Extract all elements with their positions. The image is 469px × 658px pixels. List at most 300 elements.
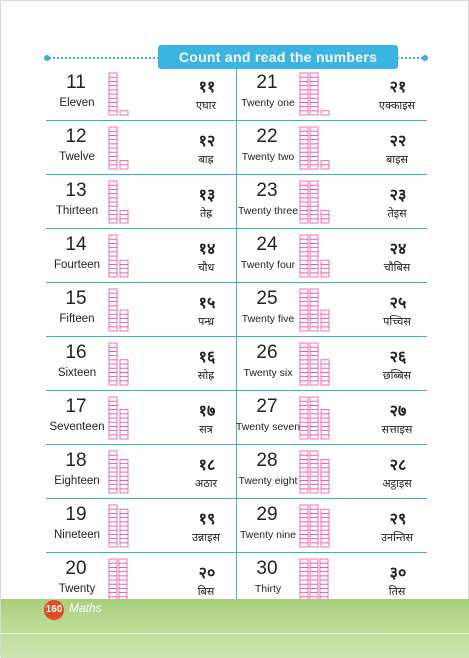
one-unit-cube — [120, 414, 128, 418]
numeral: 13 — [65, 180, 87, 201]
ten-rod-cell — [300, 368, 308, 372]
ten-rod-cell — [109, 377, 117, 381]
ten-rod-cell — [310, 273, 318, 277]
ten-rod-cell — [310, 156, 318, 160]
ten-rod-cell — [310, 368, 318, 372]
ten-rod-cell — [310, 455, 318, 459]
ten-rod-cell — [300, 235, 308, 239]
ten-rod-cell — [109, 302, 117, 306]
number-row — [46, 445, 236, 499]
ten-rod-cell — [320, 588, 328, 592]
one-unit-cube — [321, 215, 329, 219]
ten-rod-cell — [310, 435, 318, 439]
number-word-english: Twenty seven — [235, 421, 301, 433]
number-row — [46, 67, 236, 121]
number-word-english: Sixteen — [57, 367, 97, 379]
base-ten-blocks — [299, 342, 359, 386]
ten-rod-cell — [300, 472, 308, 476]
one-unit-cube — [120, 364, 128, 368]
number-word-nepali: तेह्र — [199, 208, 213, 220]
ten-rod-cell — [300, 77, 308, 81]
numeral: 29 — [256, 504, 278, 525]
ten-rod-cell — [310, 543, 318, 547]
number-word-english: Twenty three — [237, 205, 299, 217]
number-word-nepali: बाइस — [386, 154, 408, 166]
numeral: 21 — [256, 72, 278, 93]
ten-rod-cell — [310, 127, 318, 131]
one-unit-cube — [120, 161, 128, 165]
blocks-illustration — [299, 126, 359, 170]
ten-rod-cell — [119, 588, 127, 592]
ten-rod-cell — [109, 107, 117, 111]
ten-rod-cell — [310, 356, 318, 360]
ten-rod-cell — [109, 464, 117, 468]
ten-rod-cell — [310, 576, 318, 580]
blocks-illustration — [108, 180, 168, 224]
number-word-nepali: तिस — [388, 586, 406, 598]
one-unit-cube — [120, 323, 128, 327]
number-row — [46, 229, 236, 283]
numeral-devanagari: २५ — [389, 295, 407, 312]
ten-rod-cell — [109, 144, 117, 148]
ten-rod-cell — [109, 327, 117, 331]
ten-rod-cell — [109, 243, 117, 247]
ten-rod-cell — [310, 140, 318, 144]
blocks-illustration — [299, 396, 359, 440]
ten-rod-cell — [310, 248, 318, 252]
ten-rod-cell — [300, 189, 308, 193]
ten-rod-cell — [300, 505, 308, 509]
ten-rod-cell — [310, 480, 318, 484]
ten-rod-cell — [109, 505, 117, 509]
one-unit-cube — [120, 327, 128, 331]
ten-rod-cell — [300, 314, 308, 318]
ten-rod-cell — [310, 459, 318, 463]
ten-rod-cell — [109, 273, 117, 277]
ten-rod-cell — [109, 518, 117, 522]
ten-rod-cell — [109, 323, 117, 327]
ten-rod-cell — [300, 202, 308, 206]
ten-rod-cell — [310, 567, 318, 571]
ten-rod-cell — [310, 559, 318, 563]
ten-rod-cell — [310, 418, 318, 422]
ten-rod-cell — [109, 181, 117, 185]
one-unit-cube — [321, 509, 329, 513]
numeral: 15 — [65, 288, 87, 309]
ten-rod-cell — [310, 327, 318, 331]
ten-rod-cell — [109, 567, 117, 571]
one-unit-cube — [321, 480, 329, 484]
ten-rod-cell — [109, 219, 117, 223]
ten-rod-cell — [119, 572, 127, 576]
ten-rod-cell — [109, 526, 117, 530]
ten-rod-cell — [300, 327, 308, 331]
number-word-english: Twenty two — [241, 151, 295, 163]
numeral: 26 — [256, 342, 278, 363]
title-banner — [46, 45, 426, 69]
number-word-nepali: अठार — [194, 478, 218, 490]
number-word-english: Twenty four — [240, 259, 296, 271]
blocks-illustration — [108, 288, 168, 332]
numeral-devanagari: २२ — [389, 133, 407, 150]
number-word-nepali: छब्बिस — [382, 370, 412, 382]
ten-rod-cell — [109, 381, 117, 385]
one-unit-cube — [321, 318, 329, 322]
ten-rod-cell — [300, 256, 308, 260]
ten-rod-cell — [300, 252, 308, 256]
ten-rod-cell — [300, 111, 308, 115]
ten-rod-cell — [300, 144, 308, 148]
one-unit-cube — [321, 534, 329, 538]
ten-rod-cell — [109, 435, 117, 439]
ten-rod-cell — [109, 418, 117, 422]
one-unit-cube — [120, 210, 128, 214]
ten-rod-cell — [310, 422, 318, 426]
ten-rod-cell — [310, 135, 318, 139]
base-ten-blocks — [108, 504, 168, 548]
numeral: 14 — [65, 234, 87, 255]
number-word-nepali: एक्काइस — [378, 100, 416, 112]
number-row — [46, 499, 236, 553]
one-unit-cube — [120, 111, 128, 115]
ten-rod-cell — [300, 343, 308, 347]
ten-rod-cell — [320, 580, 328, 584]
ten-rod-cell — [300, 347, 308, 351]
blocks-illustration — [299, 72, 359, 116]
number-word-nepali: सोह्र — [197, 370, 215, 382]
ten-rod-cell — [109, 252, 117, 256]
one-unit-cube — [120, 539, 128, 543]
ten-rod-cell — [109, 152, 117, 156]
ten-rod-cell — [300, 194, 308, 198]
ten-rod-cell — [300, 584, 308, 588]
ten-rod-cell — [109, 368, 117, 372]
ten-rod-cell — [109, 98, 117, 102]
ten-rod-cell — [109, 314, 117, 318]
number-row — [237, 499, 427, 553]
ten-rod-cell — [300, 152, 308, 156]
ten-rod-cell — [310, 397, 318, 401]
ten-rod-cell — [109, 239, 117, 243]
numeral: 11 — [66, 72, 86, 93]
one-unit-cube — [120, 489, 128, 493]
ten-rod-cell — [109, 289, 117, 293]
one-unit-cube — [120, 526, 128, 530]
number-word-english: Twenty nine — [239, 529, 297, 541]
number-word-english: Thirteen — [55, 205, 99, 217]
number-word-nepali: पच्चिस — [383, 316, 411, 328]
number-word-nepali: बाह्र — [198, 154, 214, 166]
ten-rod-cell — [300, 351, 308, 355]
ten-rod-cell — [300, 526, 308, 530]
ten-rod-cell — [109, 397, 117, 401]
ten-rod-cell — [300, 102, 308, 106]
number-word-english: Twelve — [59, 151, 95, 163]
ten-rod-cell — [109, 401, 117, 405]
page-number-badge: 160 — [44, 600, 64, 620]
number-row — [237, 229, 427, 283]
base-ten-blocks — [108, 126, 168, 170]
one-unit-cube — [120, 165, 128, 169]
ten-rod-cell — [109, 372, 117, 376]
numeral: 19 — [65, 504, 87, 525]
ten-rod-cell — [109, 86, 117, 90]
blocks-illustration — [299, 342, 359, 386]
ten-rod-cell — [310, 102, 318, 106]
numeral: 22 — [256, 126, 278, 147]
ten-rod-cell — [310, 451, 318, 455]
ten-rod-cell — [300, 426, 308, 430]
ten-rod-cell — [310, 111, 318, 115]
one-unit-cube — [120, 472, 128, 476]
blocks-illustration — [108, 396, 168, 440]
ten-rod-cell — [109, 513, 117, 517]
one-unit-cube — [321, 431, 329, 435]
blocks-illustration — [108, 234, 168, 278]
ten-rod-cell — [109, 310, 117, 314]
blocks-illustration — [108, 450, 168, 494]
numeral-devanagari: १६ — [198, 349, 216, 366]
ten-rod-cell — [300, 418, 308, 422]
ten-rod-cell — [310, 381, 318, 385]
ten-rod-cell — [300, 181, 308, 185]
ten-rod-cell — [300, 293, 308, 297]
number-word-nepali: बिस — [197, 586, 215, 598]
ten-rod-cell — [310, 131, 318, 135]
ten-rod-cell — [300, 543, 308, 547]
one-unit-cube — [120, 381, 128, 385]
one-unit-cube — [321, 522, 329, 526]
ten-rod-cell — [310, 572, 318, 576]
number-row — [46, 337, 236, 391]
blocks-illustration — [299, 234, 359, 278]
ten-rod-cell — [300, 401, 308, 405]
number-row — [46, 283, 236, 337]
blocks-illustration — [108, 504, 168, 548]
ten-rod-cell — [320, 567, 328, 571]
one-unit-cube — [120, 543, 128, 547]
ten-rod-cell — [300, 485, 308, 489]
ten-rod-cell — [300, 148, 308, 152]
one-unit-cube — [321, 364, 329, 368]
ten-rod-cell — [300, 580, 308, 584]
ten-rod-cell — [310, 364, 318, 368]
ten-rod-cell — [109, 156, 117, 160]
ten-rod-cell — [300, 476, 308, 480]
number-word-nepali: पन्ध्र — [197, 316, 215, 328]
numeral-devanagari: १९ — [198, 511, 216, 528]
ten-rod-cell — [310, 526, 318, 530]
number-row — [237, 67, 427, 121]
ten-rod-cell — [310, 588, 318, 592]
ten-rod-cell — [300, 140, 308, 144]
one-unit-cube — [321, 273, 329, 277]
one-unit-cube — [321, 377, 329, 381]
numeral-devanagari: ३० — [389, 565, 407, 582]
subject-label: Maths — [69, 601, 102, 615]
numeral-devanagari: १४ — [198, 241, 216, 258]
one-unit-cube — [120, 480, 128, 484]
base-ten-blocks — [108, 396, 168, 440]
ten-rod-cell — [300, 264, 308, 268]
ten-rod-cell — [109, 140, 117, 144]
one-unit-cube — [120, 464, 128, 468]
ten-rod-cell — [109, 135, 117, 139]
ten-rod-cell — [310, 107, 318, 111]
number-word-nepali: उनन्तिस — [380, 532, 414, 544]
ten-rod-cell — [310, 360, 318, 364]
number-word-nepali: चौबिस — [383, 262, 411, 274]
one-unit-cube — [321, 111, 329, 115]
ten-rod-cell — [109, 468, 117, 472]
ten-rod-cell — [310, 401, 318, 405]
numeral: 27 — [256, 396, 278, 417]
one-unit-cube — [120, 377, 128, 381]
ten-rod-cell — [300, 509, 308, 513]
ten-rod-cell — [310, 161, 318, 165]
number-row — [46, 391, 236, 445]
ten-rod-cell — [310, 189, 318, 193]
numeral: 18 — [65, 450, 87, 471]
number-word-english: Eighteen — [54, 475, 100, 487]
number-word-english: Twenty — [58, 583, 96, 595]
ten-rod-cell — [109, 588, 117, 592]
ten-rod-cell — [310, 297, 318, 301]
ten-rod-cell — [109, 269, 117, 273]
ten-rod-cell — [300, 94, 308, 98]
ten-rod-cell — [310, 584, 318, 588]
one-unit-cube — [120, 426, 128, 430]
numeral: 17 — [65, 396, 87, 417]
ten-rod-cell — [300, 310, 308, 314]
number-word-nepali: अट्ठाइस — [382, 478, 412, 490]
one-unit-cube — [321, 468, 329, 472]
one-unit-cube — [120, 418, 128, 422]
ten-rod-cell — [300, 239, 308, 243]
blocks-illustration — [108, 126, 168, 170]
number-word-english: Nineteen — [53, 529, 101, 541]
ten-rod-cell — [310, 405, 318, 409]
numeral-devanagari: १२ — [198, 133, 216, 150]
one-unit-cube — [321, 513, 329, 517]
ten-rod-cell — [109, 264, 117, 268]
page-title: Count and read the numbers — [158, 45, 398, 69]
numeral-devanagari: १७ — [198, 403, 216, 420]
ten-rod-cell — [300, 518, 308, 522]
ten-rod-cell — [109, 111, 117, 115]
ten-rod-cell — [109, 576, 117, 580]
number-row — [237, 175, 427, 229]
ten-rod-cell — [109, 194, 117, 198]
ten-rod-cell — [310, 522, 318, 526]
ten-rod-cell — [320, 584, 328, 588]
ten-rod-cell — [109, 509, 117, 513]
ten-rod-cell — [300, 530, 308, 534]
ten-rod-cell — [310, 323, 318, 327]
ten-rod-cell — [300, 73, 308, 77]
one-unit-cube — [321, 381, 329, 385]
one-unit-cube — [321, 410, 329, 414]
numeral-devanagari: २१ — [389, 79, 407, 96]
right-number-column — [237, 67, 427, 606]
one-unit-cube — [321, 526, 329, 530]
ten-rod-cell — [310, 77, 318, 81]
ten-rod-cell — [310, 144, 318, 148]
ten-rod-cell — [310, 148, 318, 152]
ten-rod-cell — [310, 377, 318, 381]
blocks-illustration — [108, 558, 168, 602]
ten-rod-cell — [300, 588, 308, 592]
ten-rod-cell — [310, 210, 318, 214]
ten-rod-cell — [300, 198, 308, 202]
ten-rod-cell — [109, 293, 117, 297]
ten-rod-cell — [310, 314, 318, 318]
ten-rod-cell — [109, 580, 117, 584]
ten-rod-cell — [109, 539, 117, 543]
one-unit-cube — [321, 472, 329, 476]
line-end-dot — [44, 55, 50, 61]
ten-rod-cell — [300, 468, 308, 472]
ten-rod-cell — [109, 131, 117, 135]
ten-rod-cell — [310, 534, 318, 538]
one-unit-cube — [321, 422, 329, 426]
base-ten-blocks — [108, 72, 168, 116]
numeral-devanagari: १५ — [198, 295, 216, 312]
ten-rod-cell — [109, 73, 117, 77]
ten-rod-cell — [320, 563, 328, 567]
base-ten-blocks — [299, 558, 359, 602]
blocks-illustration — [299, 450, 359, 494]
ten-rod-cell — [300, 455, 308, 459]
ten-rod-cell — [310, 81, 318, 85]
one-unit-cube — [120, 530, 128, 534]
one-unit-cube — [120, 260, 128, 264]
one-unit-cube — [321, 426, 329, 430]
ten-rod-cell — [300, 206, 308, 210]
ten-rod-cell — [320, 576, 328, 580]
ten-rod-cell — [310, 431, 318, 435]
base-ten-blocks — [108, 288, 168, 332]
ten-rod-cell — [300, 405, 308, 409]
ten-rod-cell — [109, 480, 117, 484]
numeral: 28 — [256, 450, 278, 471]
one-unit-cube — [321, 219, 329, 223]
ten-rod-cell — [310, 235, 318, 239]
ten-rod-cell — [300, 127, 308, 131]
ten-rod-cell — [300, 435, 308, 439]
blocks-illustration — [108, 72, 168, 116]
number-word-english: Fourteen — [53, 259, 101, 271]
ten-rod-cell — [109, 235, 117, 239]
numeral-devanagari: ११ — [198, 79, 216, 96]
one-unit-cube — [120, 215, 128, 219]
ten-rod-cell — [109, 559, 117, 563]
ten-rod-cell — [310, 73, 318, 77]
one-unit-cube — [120, 459, 128, 463]
ten-rod-cell — [320, 559, 328, 563]
ten-rod-cell — [310, 318, 318, 322]
one-unit-cube — [321, 368, 329, 372]
base-ten-blocks — [299, 504, 359, 548]
ten-rod-cell — [109, 356, 117, 360]
ten-rod-cell — [119, 559, 127, 563]
ten-rod-cell — [109, 248, 117, 252]
one-unit-cube — [321, 210, 329, 214]
one-unit-cube — [120, 431, 128, 435]
ten-rod-cell — [109, 426, 117, 430]
one-unit-cube — [120, 410, 128, 414]
one-unit-cube — [120, 509, 128, 513]
